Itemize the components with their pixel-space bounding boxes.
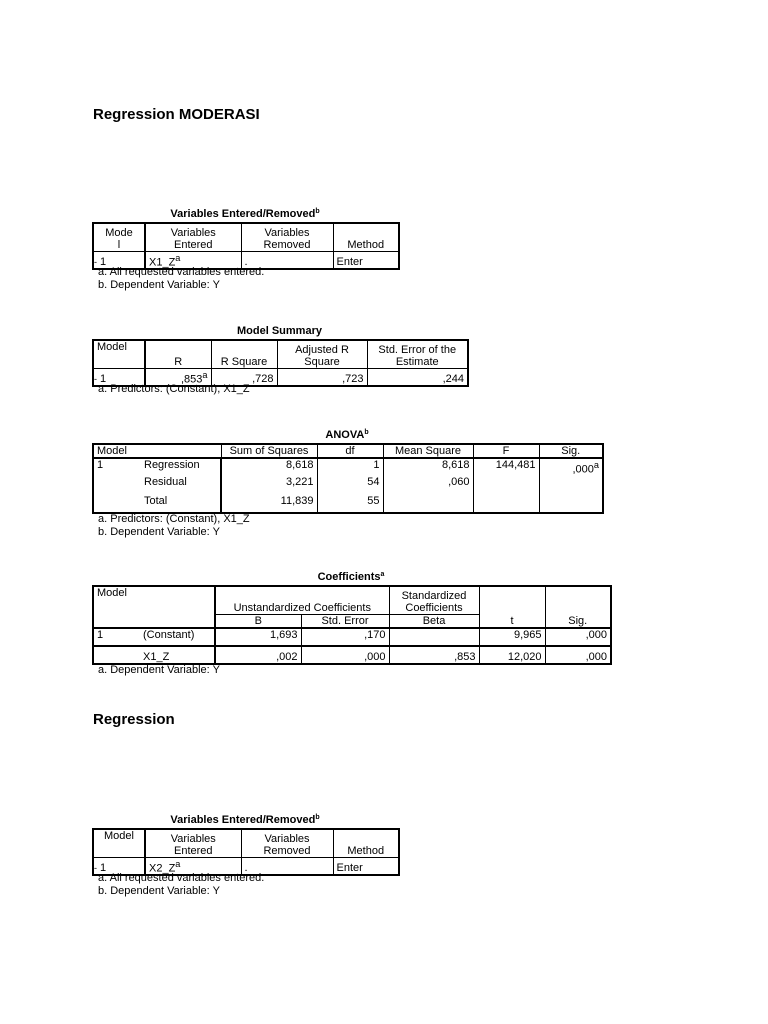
cell-model-empty	[93, 646, 141, 664]
cell-model-empty	[93, 476, 141, 493]
cell-f	[473, 476, 539, 493]
cell-source-residual: Residual	[141, 476, 221, 493]
header-b: B	[215, 614, 301, 628]
table-title-footnote-marker: a	[380, 571, 385, 578]
cell-adjusted-r-square: ,723	[277, 368, 367, 386]
table-row	[93, 476, 603, 493]
table-row	[93, 628, 611, 646]
cell-term-x1z: X1_Z	[141, 646, 215, 664]
header-variables-removed: Variables Removed	[241, 829, 333, 857]
table-title-text: Coefficients	[317, 571, 381, 583]
cell-df: 54	[317, 476, 383, 493]
header-standardized-coefficients: Standardized Coefficients	[389, 586, 479, 614]
header-model: Model	[93, 586, 215, 628]
footnote-a: a. Predictors: (Constant), X1_Z	[98, 513, 250, 525]
header-beta: Beta	[389, 614, 479, 628]
header-r-square: R Square	[211, 340, 277, 368]
cell-t: 9,965	[479, 628, 545, 646]
footnote-a: a. All requested variables entered.	[98, 872, 265, 884]
cell-ms: 8,618	[383, 458, 473, 476]
header-std-error-estimate: Std. Error of the Estimate	[367, 340, 468, 368]
header-model: Model	[93, 829, 145, 857]
cell-sig: ,000	[545, 628, 611, 646]
cell-model: 1	[93, 458, 141, 476]
cell-f	[473, 493, 539, 513]
cell-method: Enter	[333, 251, 399, 269]
sig-footnote-marker: a	[593, 460, 599, 470]
variables-entered-removed-table	[92, 222, 400, 270]
header-unstandardized-coefficients: Unstandardized Coefficients	[215, 586, 389, 614]
cell-ss: 3,221	[221, 476, 317, 493]
cell-model: - 1	[93, 251, 145, 269]
header-r: R	[145, 340, 211, 368]
footnote-b: b. Dependent Variable: Y	[98, 885, 220, 897]
cell-model-empty	[93, 493, 141, 513]
cell-r-square: ,728	[211, 368, 277, 386]
footnote-a: a. All requested variables entered.	[98, 266, 265, 278]
header-variables-removed: Variables Removed	[241, 223, 333, 251]
header-sum-of-squares: Sum of Squares	[221, 444, 317, 458]
table-title-footnote-marker: b	[364, 429, 369, 436]
cell-model: - 1	[93, 368, 145, 386]
cell-variables-removed: .	[241, 857, 333, 875]
cell-beta	[389, 628, 479, 646]
header-variables-entered: Variables Entered	[145, 829, 241, 857]
entered-footnote-marker: a	[175, 252, 181, 263]
cell-ss: 8,618	[221, 458, 317, 476]
cell-b: ,002	[215, 646, 301, 664]
header-sig: Sig.	[545, 586, 611, 628]
variables-entered-removed-table-2	[92, 828, 400, 876]
table-title-footnote-marker: b	[315, 814, 320, 821]
cell-source-total: Total	[141, 493, 221, 513]
cell-source-regression: Regression	[141, 458, 221, 476]
cell-t: 12,020	[479, 646, 545, 664]
section-heading-regression-moderasi: Regression MODERASI	[93, 106, 260, 123]
table-title-footnote-marker: b	[315, 208, 320, 215]
header-std-error: Std. Error	[301, 614, 389, 628]
table-header-row	[93, 223, 399, 251]
cell-b: 1,693	[215, 628, 301, 646]
cell-ss: 11,839	[221, 493, 317, 513]
cell-term-constant: (Constant)	[141, 628, 215, 646]
cell-sig	[539, 458, 603, 476]
cell-beta: ,853	[389, 646, 479, 664]
cell-std-error: ,170	[301, 628, 389, 646]
table-title-text: Variables Entered/Removed	[170, 814, 316, 826]
cell-std-error: ,244	[367, 368, 468, 386]
cell-std-error: ,000	[301, 646, 389, 664]
entered-footnote-marker: a	[175, 858, 181, 869]
header-model: Model	[93, 444, 221, 458]
table-title-anova	[93, 429, 601, 441]
table-title-coefficients	[93, 571, 609, 583]
cell-ms: ,060	[383, 476, 473, 493]
table-row	[93, 493, 603, 513]
header-mean-square: Mean Square	[383, 444, 473, 458]
header-model: Model	[93, 340, 145, 368]
table-title-text: ANOVA	[325, 429, 365, 441]
header-method: Method	[333, 829, 399, 857]
cell-sig	[539, 476, 603, 493]
header-df: df	[317, 444, 383, 458]
r-value: ,853	[180, 373, 203, 386]
table-title-variables-entered-removed	[93, 208, 397, 220]
entered-value: X2_Z	[149, 862, 176, 875]
sig-value: ,000	[572, 463, 594, 476]
header-t: t	[479, 586, 545, 628]
cell-sig: ,000	[545, 646, 611, 664]
table-title-text: Variables Entered/Removed	[170, 208, 316, 220]
footnote-b: b. Dependent Variable: Y	[98, 279, 220, 291]
entered-value: X1_Z	[149, 256, 176, 269]
r-footnote-marker: a	[202, 369, 208, 380]
table-title-model-summary: Model Summary	[237, 325, 322, 337]
cell-f: 144,481	[473, 458, 539, 476]
cell-method: Enter	[333, 857, 399, 875]
header-method: Method	[333, 223, 399, 251]
table-title-variables-entered-removed	[93, 814, 397, 826]
header-sig: Sig.	[539, 444, 603, 458]
section-heading-regression: Regression	[93, 711, 175, 728]
header-adjusted-r-square: Adjusted R Square	[277, 340, 367, 368]
header-f: F	[473, 444, 539, 458]
cell-sig	[539, 493, 603, 513]
table-header-row	[93, 444, 603, 458]
footnote-b: b. Dependent Variable: Y	[98, 526, 220, 538]
cell-model: - 1	[93, 857, 145, 875]
header-model: Mode l	[93, 223, 145, 251]
cell-model: 1	[93, 628, 141, 646]
cell-variables-removed: .	[241, 251, 333, 269]
anova-table	[92, 443, 604, 514]
cell-df: 55	[317, 493, 383, 513]
table-row	[93, 646, 611, 664]
model-summary-table	[92, 339, 469, 387]
footnote-a: a. Dependent Variable: Y	[98, 664, 220, 676]
table-header-row	[93, 829, 399, 857]
table-header-row	[93, 586, 611, 614]
table-row	[93, 458, 603, 476]
cell-ms	[383, 493, 473, 513]
coefficients-table	[92, 585, 612, 665]
header-variables-entered: Variables Entered	[145, 223, 241, 251]
table-header-row	[93, 340, 468, 368]
cell-df: 1	[317, 458, 383, 476]
footnote-a: a. Predictors: (Constant), X1_Z	[98, 383, 250, 395]
